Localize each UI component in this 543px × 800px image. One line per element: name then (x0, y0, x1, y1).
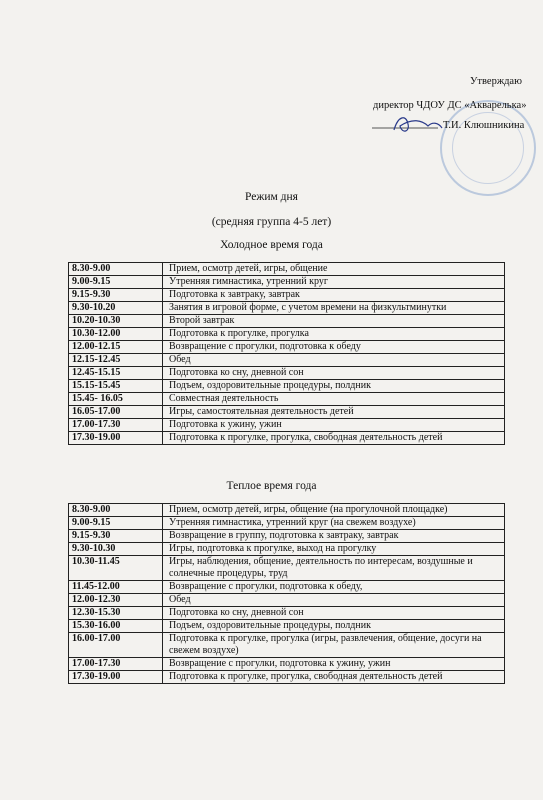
activity-cell: Возвращение с прогулки, подготовка к обеду, (163, 581, 505, 594)
cold-season-heading: Холодное время года (220, 239, 323, 251)
schedule-row (69, 419, 505, 432)
schedule-row (69, 341, 505, 354)
time-cell: 12.00-12.30 (69, 594, 163, 607)
group-subtitle: (средняя группа 4-5 лет) (211, 216, 332, 228)
time-cell: 15.15-15.45 (69, 380, 163, 393)
schedule-row (69, 263, 505, 276)
activity-cell: Подъем, оздоровительные процедуры, полдник (163, 620, 505, 633)
schedule-row (69, 581, 505, 594)
schedule-row (69, 594, 505, 607)
document-title: Режим дня (245, 191, 298, 203)
activity-cell: Подготовка ко сну, дневной сон (163, 367, 505, 380)
schedule-row (69, 380, 505, 393)
time-cell: 12.15-12.45 (69, 354, 163, 367)
schedule-row (69, 517, 505, 530)
cold-season-table (68, 262, 505, 445)
activity-cell: Подготовка к прогулке, прогулка (игры, развлечения, общение, досуги на свежем воздухе) (163, 633, 505, 658)
schedule-row (69, 406, 505, 419)
activity-cell: Подготовка к прогулке, прогулка, свободная деятельность детей (163, 432, 505, 445)
time-cell: 8.30-9.00 (69, 504, 163, 517)
time-cell: 16.00-17.00 (69, 633, 163, 658)
activity-cell: Игры, наблюдения, общение, деятельность по интересам, воздушные и солнечные процедуры, труд (163, 556, 505, 581)
time-cell: 8.30-9.00 (69, 263, 163, 276)
warm-season-table (68, 503, 505, 684)
activity-cell: Совместная деятельность (163, 393, 505, 406)
activity-cell: Подготовка к прогулке, прогулка (163, 328, 505, 341)
activity-cell: Возвращение с прогулки, подготовка к ужину, ужин (163, 658, 505, 671)
schedule-row (69, 328, 505, 341)
director-name: Т.И. Клюшникина (443, 120, 525, 131)
activity-cell: Подготовка к ужину, ужин (163, 419, 505, 432)
time-cell: 15.30-16.00 (69, 620, 163, 633)
time-cell: 15.45- 16.05 (69, 393, 163, 406)
schedule-row (69, 620, 505, 633)
time-cell: 10.30-12.00 (69, 328, 163, 341)
activity-cell: Обед (163, 594, 505, 607)
director-position: директор ЧДОУ ДС «Акварелька» (373, 100, 527, 111)
schedule-row (69, 289, 505, 302)
schedule-row (69, 504, 505, 517)
activity-cell: Подъем, оздоровительные процедуры, полдник (163, 380, 505, 393)
schedule-row (69, 393, 505, 406)
time-cell: 12.45-15.15 (69, 367, 163, 380)
time-cell: 9.15-9.30 (69, 289, 163, 302)
schedule-row (69, 302, 505, 315)
warm-season-heading: Теплое время года (226, 480, 317, 492)
schedule-row (69, 658, 505, 671)
time-cell: 9.30-10.20 (69, 302, 163, 315)
activity-cell: Подготовка к завтраку, завтрак (163, 289, 505, 302)
activity-cell: Утренняя гимнастика, утренний круг (на свежем воздухе) (163, 517, 505, 530)
activity-cell: Занятия в игровой форме, с учетом времени на физкультминутки (163, 302, 505, 315)
time-cell: 12.30-15.30 (69, 607, 163, 620)
activity-cell: Обед (163, 354, 505, 367)
time-cell: 17.00-17.30 (69, 419, 163, 432)
activity-cell: Игры, подготовка к прогулке, выход на прогулку (163, 543, 505, 556)
time-cell: 17.30-19.00 (69, 432, 163, 445)
activity-cell: Утренняя гимнастика, утренний круг (163, 276, 505, 289)
activity-cell: Прием, осмотр детей, игры, общение (163, 263, 505, 276)
activity-cell: Подготовка ко сну, дневной сон (163, 607, 505, 620)
time-cell: 9.15-9.30 (69, 530, 163, 543)
schedule-row (69, 367, 505, 380)
schedule-row (69, 543, 505, 556)
time-cell: 16.05-17.00 (69, 406, 163, 419)
time-cell: 17.30-19.00 (69, 671, 163, 684)
schedule-row (69, 315, 505, 328)
activity-cell: Игры, самостоятельная деятельность детей (163, 406, 505, 419)
time-cell: 10.30-11.45 (69, 556, 163, 581)
approval-label: Утверждаю (470, 76, 522, 87)
schedule-row (69, 556, 505, 581)
activity-cell: Подготовка к прогулке, прогулка, свободная деятельность детей (163, 671, 505, 684)
schedule-row (69, 633, 505, 658)
time-cell: 12.00-12.15 (69, 341, 163, 354)
activity-cell: Прием, осмотр детей, игры, общение (на прогулочной площадке) (163, 504, 505, 517)
schedule-row (69, 354, 505, 367)
time-cell: 9.00-9.15 (69, 517, 163, 530)
schedule-row (69, 530, 505, 543)
time-cell: 9.30-10.30 (69, 543, 163, 556)
activity-cell: Возвращение с прогулки, подготовка к обеду (163, 341, 505, 354)
time-cell: 17.00-17.30 (69, 658, 163, 671)
schedule-row (69, 432, 505, 445)
activity-cell: Второй завтрак (163, 315, 505, 328)
time-cell: 10.20-10.30 (69, 315, 163, 328)
schedule-row (69, 607, 505, 620)
time-cell: 9.00-9.15 (69, 276, 163, 289)
schedule-row (69, 276, 505, 289)
activity-cell: Возвращение в группу, подготовка к завтраку, завтрак (163, 530, 505, 543)
schedule-row (69, 671, 505, 684)
time-cell: 11.45-12.00 (69, 581, 163, 594)
